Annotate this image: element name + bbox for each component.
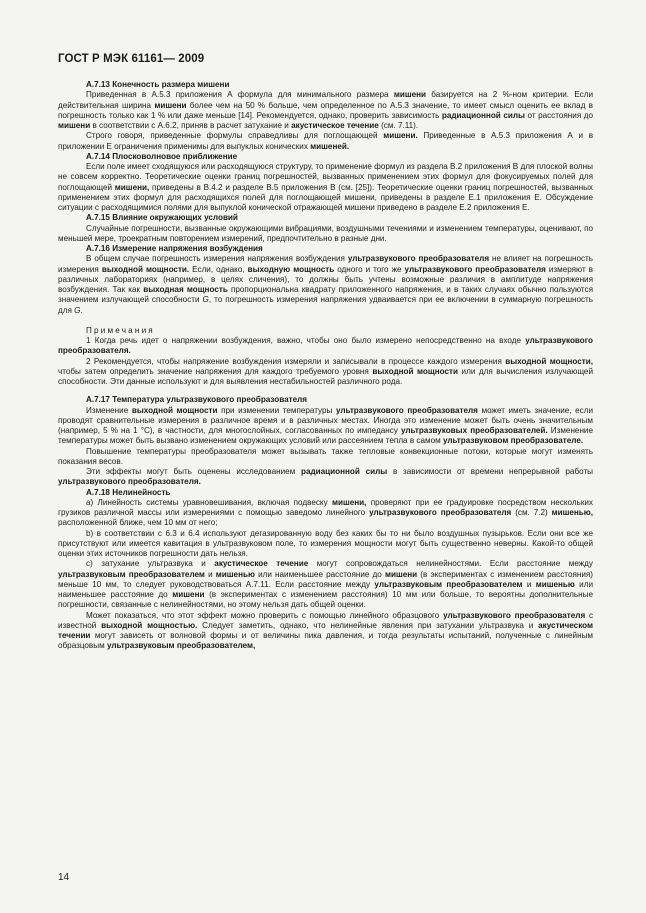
page-number: 14 xyxy=(58,872,70,883)
paragraph: Приведенная в А.5.3 приложения А формула для минимального размера мишени базируется на 2 %-ном критерии. Если действительная ширина мишени более чем на 50 % больше, чем определенное по А.5.3 значение, то имеет смысл оценить ее вклад в погрешность только как 1 % или даже меньше [14]. Рекомендуется, однако, проверить зависимость радиационной силы от расстояния до мишени в соответствии с А.6.2, приняв в расчет затухание и акустическое течение (см. 7.11). xyxy=(58,90,594,130)
page-header: ГОСТ Р МЭК 61161— 2009 xyxy=(58,53,205,65)
section-heading: А.7.17 Температура ультразвукового преобразователя xyxy=(86,395,308,405)
section-heading: А.7.16 Измерение напряжения возбуждения xyxy=(86,244,263,253)
paragraph: В общем случае погрешность измерения напряжения возбуждения ультразвукового преобразователя не влияет на погрешность измерения выходной мощности. Если, однако, выходную мощность одного и того же ультразвукового преобразователя измеряют в различных лабораториях (например, в целях сличения), то должны быть учтены возможные различия в амплитуде напряжения возбуждения. Так как выходная мощность пропорциональна квадрату приложенного напряжения, и в таких случаях обычно пользуются значением излучающей способности G, то погрешность измерения напряжения удваивается при ее включении в суммарную погрешность для G. xyxy=(58,254,594,315)
paragraph: b) в соответствии с 6.3 и 6.4 используют дегазированную воду без каких бы то ни было воздушных пузырьков. Если они все же присутствуют или имеется кавитация в ультразвуковом поле, то измерения мощности могут быть существенно неверны. Какой-то общей оценки этих источников погрешности дать нельзя. xyxy=(58,528,593,558)
paragraph: Случайные погрешности, вызванные окружающими вибрациями, воздушными течениями и изменением температуры, оценивают, по меньшей мере, троекратным повторением измерений, предпочтительно в разные дни. xyxy=(58,223,593,243)
paragraph: Если поле имеет сходящуюся или расходящуюся структуру, то применение формул из раздела В.2 приложения В для плоской волны не совсем корректно. Теоретические оценки границ погрешностей, вызванных применением этих формул для фокусируемых полей для поглощающей мишени, приведены в В.4.2 и разделе В.5 приложения В (см. [25]). Теоретические оценки границ погрешностей, вызванных применением этих формул для расходящихся полей для поглощающей мишени, приведены в разделе Е.1 приложения Е. Обсуждение ситуации с расходящимися полями для выпуклой конической отражающей мишени приведено в разделе Е.2 приложения Е. xyxy=(58,162,593,212)
paragraph: Повышение температуры преобразователя может вызывать также тепловые конвекционные потоки, которые могут изменять показания весов. xyxy=(58,446,593,466)
paragraph: с) затухание ультразвука и акустическое течение могут сопровождаться нелинейностями. Если расстояние между ультразвуковым преобразователем и мишенью или наименьшее расстояние до мишени (в экспериментах с изменением расстояния) меньше 10 мм, то следует руководствоваться А.7.11. Если расстояние между ультразвуковым преобразователем и мишенью или наименьшее расстояние до мишени (в экспериментах с изменением расстояния) 10 мм или больше, то вероятны дополнительные погрешности, связанные с нелинейностями, но этому нельзя дать общей оценки. xyxy=(58,559,593,610)
document-body xyxy=(58,80,593,652)
paragraph: 1 Когда речь идет о напряжении возбуждения, важно, чтобы оно было измерено непосредственно на входе ультразвукового преобразователя. xyxy=(58,336,593,356)
section-heading: А.7.15 Влияние окружающих условий xyxy=(86,213,238,223)
paragraph: Эти эффекты могут быть оценены исследованием радиационной силы в зависимости от времени непрерывной работы ультразвукового преобразователя. xyxy=(58,467,594,487)
paragraph: Строго говоря, приведенные формулы справедливы для поглощающей мишени. Приведенные в А.5.3 приложения А и в приложении Е ограничения применимы для выпуклых конических мишеней. xyxy=(58,131,594,151)
paragraph: Изменение выходной мощности при изменении температуры ультразвукового преобразователя может иметь значение, если проводят сравнительные измерения в различное время и в различных местах. Иногда это изменение может быть очень значительным (например, 5 % на 1 °С), в частности, для многослойных, согласованных по импедансу ультразвуковых преобразователей. Изменение температуры может быть вызвано изменением окружающих условий или рассеянием тепла в самом ультразвуковом преобразователе. xyxy=(58,405,593,446)
paragraph: Может показаться, что этот эффект можно проверить с помощью линейного образцового ультразвукового преобразователя с известной выходной мощностью. Следует заметить, однако, что нелинейные явления при затухании ультразвука и акустическом течении могут зависеть от волновой формы и от величины пика давления, и тогда результаты испытаний, полученные с линейным образцовым ультразвуковым преобразователем, xyxy=(58,610,594,651)
section-heading: А.7.14 Плосковолновое приближение xyxy=(86,151,238,161)
section-heading: А.7.18 Нелинейность xyxy=(86,487,171,497)
paragraph: 2 Рекомендуется, чтобы напряжение возбуждения измеряли и записывали в процессе каждого измерения выходной мощности, чтобы затем определить значение напряжения для каждого требуемого уровня выходной мощности или для вычисления излучающей способности. Эти данные используют и для выявления нестабильностей различного рода. xyxy=(58,356,594,386)
section-heading: А.7.13 Конечность размера мишени xyxy=(86,80,230,89)
paragraph: а) Линейность системы уравновешивания, включая подвеску мишени, проверяют при ее градуировке посредством нескольких грузиков различной массы или измерениями с помощью заведомо линейного ультразвукового преобразователя (см. 7.2) мишенью, расположенной ближе, чем 10 мм от него; xyxy=(58,497,593,528)
note-label: Примечания xyxy=(86,325,155,335)
